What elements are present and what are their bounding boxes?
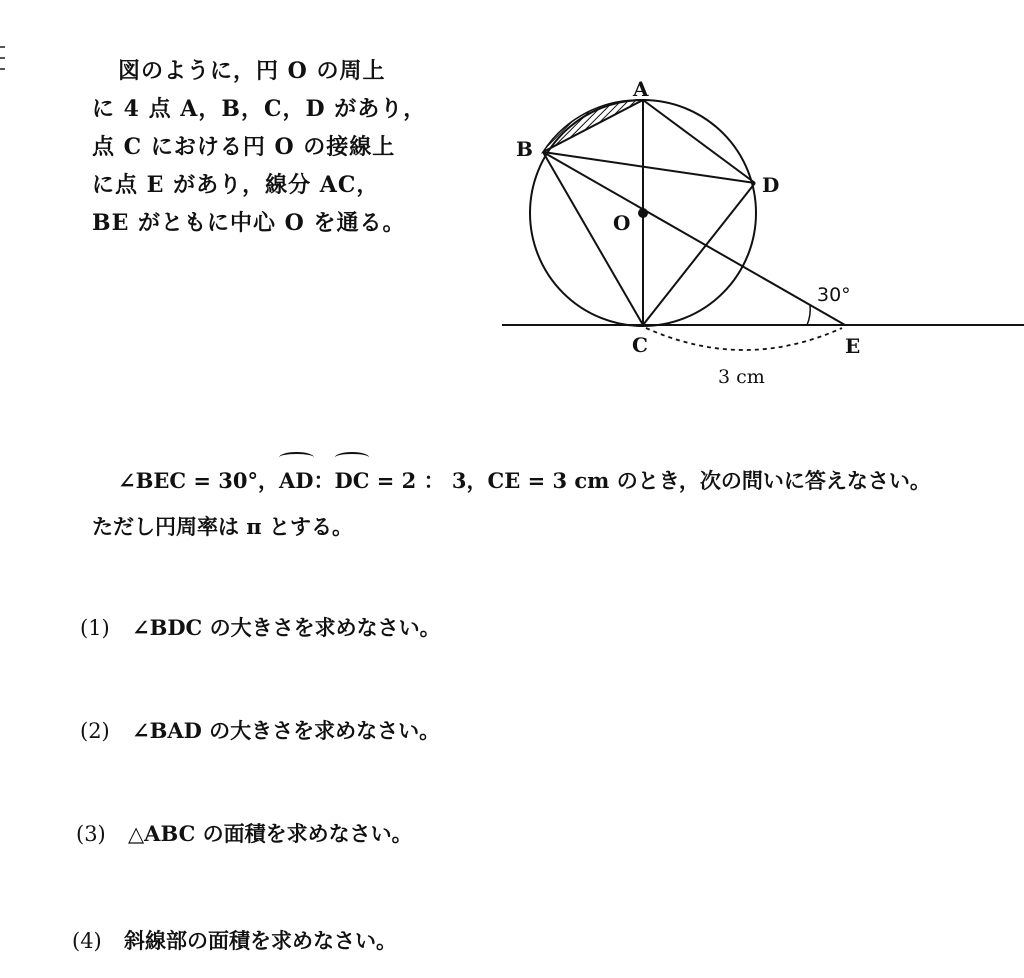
margin-mark xyxy=(0,46,6,102)
question-number: (3) xyxy=(76,822,106,846)
question-text: △ABC の面積を求めなさい。 xyxy=(128,821,413,846)
intro-line: に点 E があり，線分 AC， xyxy=(92,172,380,198)
condition-line xyxy=(92,452,1024,502)
question-3 xyxy=(76,818,413,848)
segment-ab xyxy=(543,100,643,152)
angle-arc-e xyxy=(807,305,810,325)
question-number: (4) xyxy=(72,929,102,953)
segment-ad xyxy=(643,100,755,183)
intro-line: に 4 点 A，B，C，D があり， xyxy=(92,96,427,122)
segment-bd xyxy=(543,152,755,183)
question-1 xyxy=(80,612,441,642)
given-conditions xyxy=(92,452,1024,552)
segment-be xyxy=(543,152,845,325)
segment-dc xyxy=(643,183,755,325)
label-a: A xyxy=(633,77,649,101)
question-number: (1) xyxy=(80,616,110,640)
question-text: ∠BAD の大きさを求めなさい。 xyxy=(132,718,441,743)
label-o: O xyxy=(613,211,631,235)
length-dimension-ce xyxy=(646,328,842,350)
question-4 xyxy=(72,925,397,955)
question-text: 斜線部の面積を求めなさい。 xyxy=(124,928,397,953)
label-c: C xyxy=(632,333,648,357)
segment-bc xyxy=(543,152,643,325)
center-point-o xyxy=(638,208,648,218)
intro-line: 点 C における円 O の接線上 xyxy=(92,134,396,160)
question-2 xyxy=(80,715,440,745)
geometry-figure xyxy=(480,70,1024,400)
intro-line: 図のように，円 O の周上 xyxy=(118,58,386,84)
length-label-3cm: 3 cm xyxy=(718,366,765,388)
intro-line: BE がともに中心 O を通る。 xyxy=(92,210,406,236)
label-d: D xyxy=(762,173,780,197)
label-b: B xyxy=(516,137,533,161)
problem-intro xyxy=(92,52,452,242)
arc-ad: AD xyxy=(279,452,314,506)
condition-rest: = 2 ： 3，CE = 3 cm のとき，次の問いに答えなさい。 xyxy=(369,468,931,493)
condition-angle: ∠BEC = 30°， xyxy=(118,468,280,493)
label-e: E xyxy=(845,334,861,358)
question-number: (2) xyxy=(80,719,110,743)
question-text: ∠BDC の大きさを求めなさい。 xyxy=(132,615,441,640)
angle-label-30: 30° xyxy=(817,284,851,306)
condition-line-pi: ただし円周率は π とする。 xyxy=(92,514,353,539)
ratio-separator: ： xyxy=(313,468,335,493)
arc-dc: DC xyxy=(335,452,370,506)
